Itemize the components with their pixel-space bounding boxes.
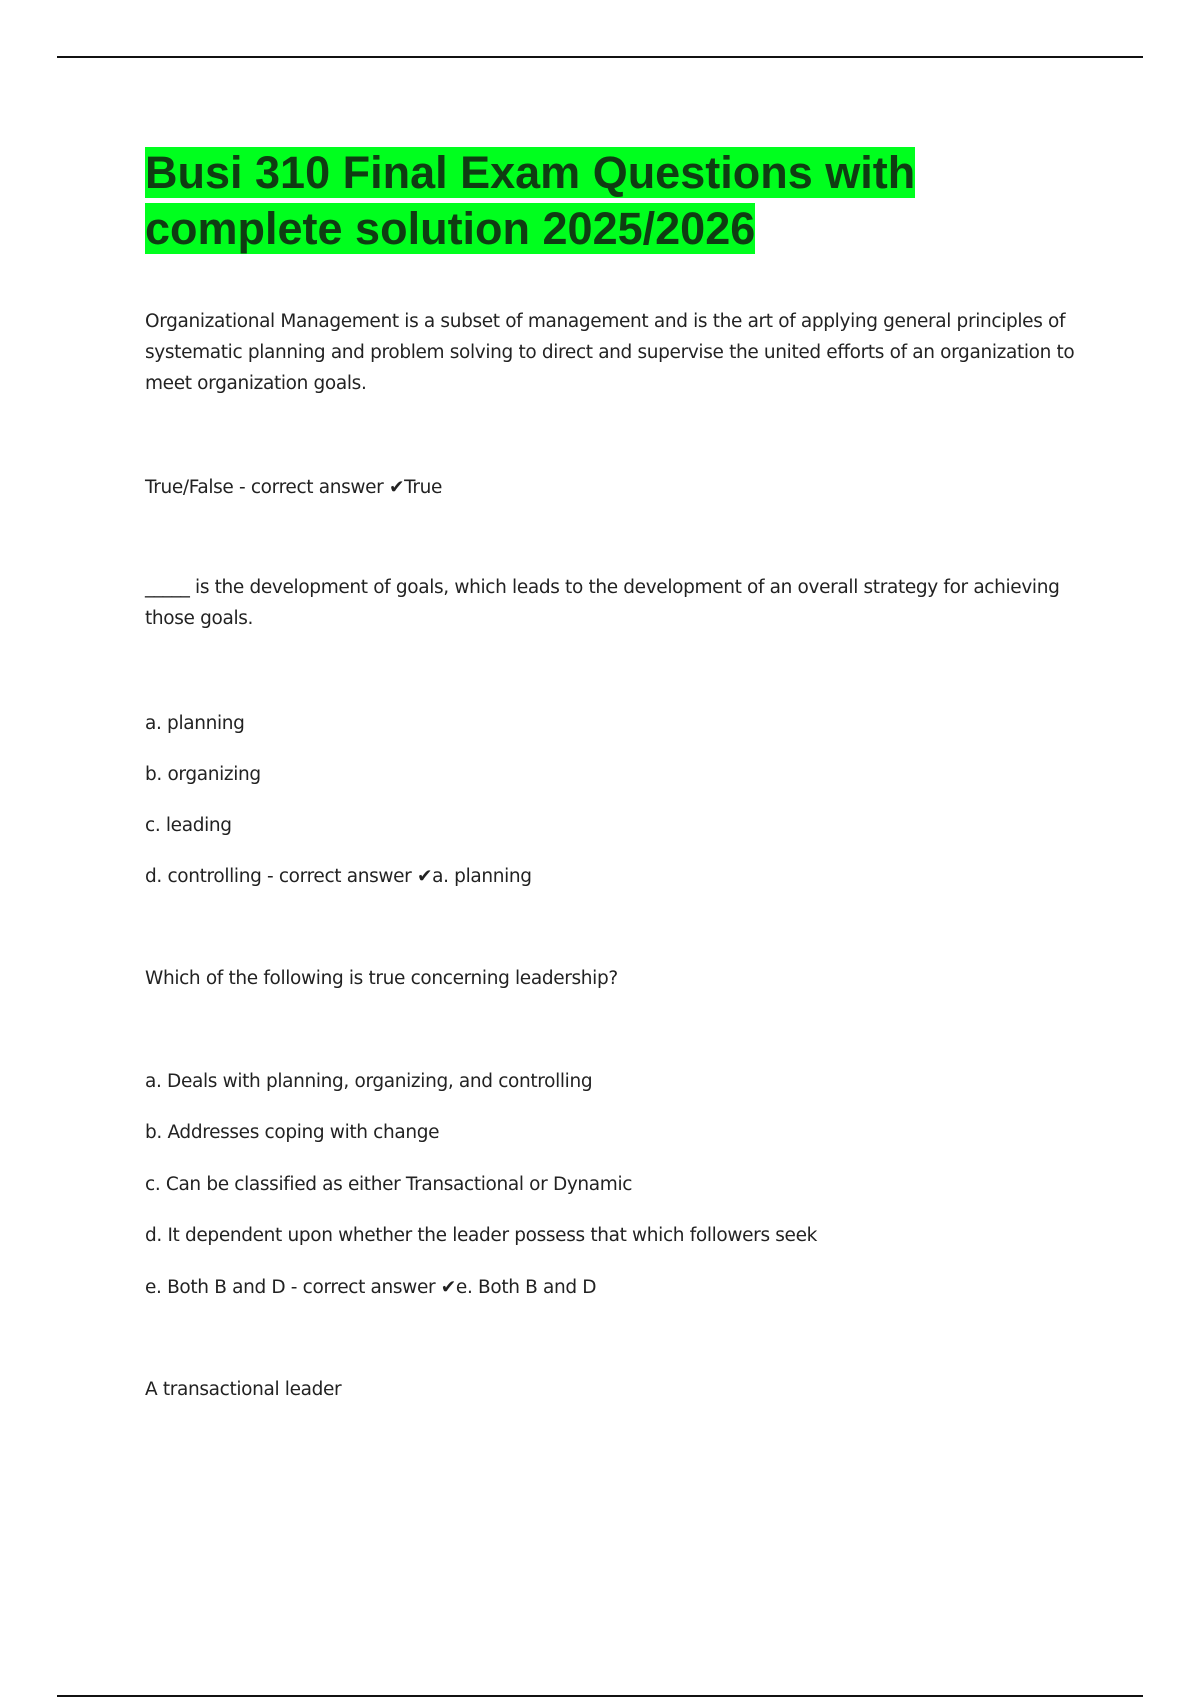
question-3-option-d: d. It dependent upon whether the leader possess that which followers seek: [145, 1225, 817, 1246]
question-1-text: Organizational Management is a subset of management and is the art of applying general principles of systematic planning and problem solving to direct and supervise the united efforts of an organization to meet organization goals.: [145, 311, 1075, 394]
question-1-answer: True/False - correct answer ✔True: [145, 477, 443, 498]
title-highlight: Busi 310 Final Exam Questions with complete solution 2025/2026: [145, 147, 916, 254]
top-rule: [57, 56, 1143, 58]
question-2-option-d-answer: d. controlling - correct answer ✔a. planning: [145, 866, 532, 887]
question-2-option-a: a. planning: [145, 713, 245, 734]
document-title: [145, 145, 1085, 257]
question-3-option-a: a. Deals with planning, organizing, and controlling: [145, 1071, 593, 1092]
question-3-text: Which of the following is true concerning leadership?: [145, 968, 618, 989]
question-2-option-b: b. organizing: [145, 764, 261, 785]
bottom-rule: [57, 1695, 1143, 1697]
question-3-option-e-answer: e. Both B and D - correct answer ✔e. Both B and D: [145, 1277, 597, 1298]
document-body: [145, 145, 1085, 1400]
question-3-option-b: b. Addresses coping with change: [145, 1122, 440, 1143]
question-2-text: _____ is the development of goals, which leads to the development of an overall strategy for achieving those goals.: [145, 577, 1060, 629]
question-4-text: A transactional leader: [145, 1379, 342, 1400]
question-2-option-c: c. leading: [145, 815, 232, 836]
question-3-option-c: c. Can be classified as either Transactional or Dynamic: [145, 1174, 633, 1195]
